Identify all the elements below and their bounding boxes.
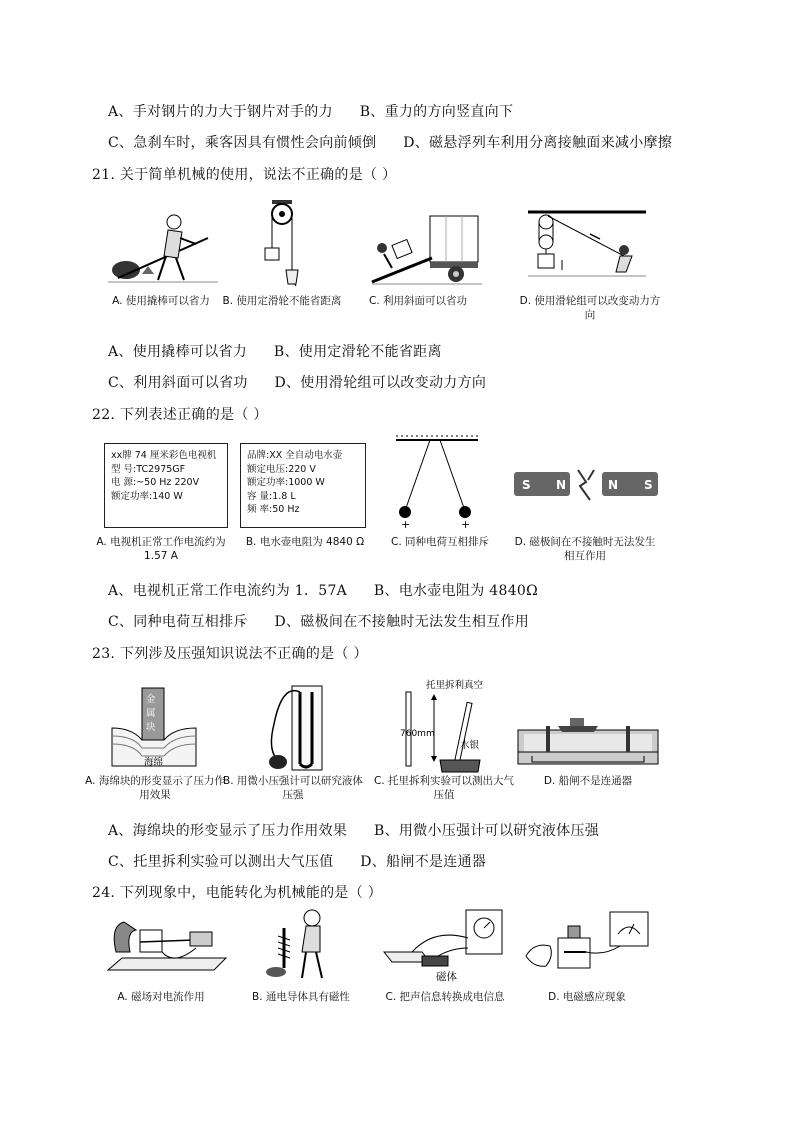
q22-caption-b: B. 电水壶电阻为 4840 Ω [245,536,365,548]
q22-option-a: A、电视机正常工作电流约为 1．57A [108,583,348,599]
q23-caption-d: D. 船闸不是连通器 [543,775,633,787]
height-label: 760mm [400,729,435,739]
q24-electromagnet-figure [262,908,342,982]
q24-caption-c: C. 把声信息转换成电信息 [385,991,505,1003]
block-label-3: 块 [146,722,156,733]
q22-option-b: B、电水壶电阻为 4840Ω [373,583,539,599]
q21-stem: 21. 关于简单机械的使用，说法不正确的是（ ） [92,167,397,183]
q23-sponge-figure [112,688,196,770]
kettle-plate-line: 频 率:50 Hz [247,504,300,515]
q23-caption-a: A. 海绵块的形变显示了压力作用效果 [85,775,225,801]
q22-option-c: C、同种电荷互相排斥 [108,614,248,630]
q20-option-c: C、急刹车时，乘客因具有惯性会向前倾倒 [108,135,377,151]
tv-plate-line: 型 号:TC2975GF [111,463,186,475]
q23-caption-c: C. 托里拆利实验可以测出大气压值 [373,775,514,801]
charge-sign-right: + [461,518,471,531]
q22-charges-figure [392,436,482,531]
magnet-label-n-right: N [608,478,619,492]
charge-sign-left: + [401,518,411,531]
q21-fixed-pulley-figure [252,200,312,292]
q22-options-row2 [108,611,529,631]
q23-option-d: D、船闸不是连通器 [360,854,487,870]
q22-stem: 22. 下列表述正确的是（ ） [92,407,268,423]
kettle-plate-line: 容 量:1.8 L [247,490,296,502]
q22-caption-c: C. 同种电荷互相排斥 [390,536,489,548]
kettle-plate-line: 额定功率:1000 W [247,477,325,488]
q20-option-d: D、磁悬浮列车利用分离接触面来减小摩擦 [403,135,673,151]
q20-options-row1 [108,101,513,121]
kettle-plate-line: 品牌:XX 全自动电水壶 [247,450,343,461]
magnet-label-s-left: S [522,478,531,492]
q23-stem: 23. 下列涉及压强知识说法不正确的是（ ） [92,646,368,662]
q24-force-on-current-figure [104,912,230,982]
q21-option-b: B、使用定滑轮不能省距离 [273,344,442,360]
q24-induction-figure [524,912,654,982]
q22-option-d: D、磁极间在不接触时无法发生相互作用 [274,614,530,630]
magnet-label-s-right: S [644,478,653,492]
q21-option-d: D、使用滑轮组可以改变动力方向 [274,375,487,391]
q21-caption-b: B. 使用定滑轮不能省距离 [222,295,342,307]
vacuum-label: 托里拆利真空 [426,680,484,691]
q24-caption-b: B. 通电导体具有磁性 [252,991,350,1003]
q22-options-row1 [108,580,538,600]
tv-plate-line: xx牌 74 厘米彩色电视机 [111,450,217,461]
q23-option-a: A、海绵块的形变显示了压力作用效果 [108,823,348,839]
q24-caption-d: D. 电磁感应现象 [548,991,626,1003]
q21-caption-d: D. 使用滑轮组可以改变动力方向 [519,295,661,321]
q21-lever-figure [108,208,218,288]
q23-torricelli-figure [400,676,500,776]
q23-option-b: B、用微小压强计可以研究液体压强 [373,823,600,839]
q23-option-c: C、托里拆利实验可以测出大气压值 [108,854,334,870]
mercury-label: 水银 [460,740,480,751]
q24-caption-a: A. 磁场对电流作用 [117,991,205,1003]
q23-options-row2 [108,851,486,871]
sponge-label: 海绵 [144,757,164,768]
q21-options-row1 [108,341,442,361]
q23-manometer-figure [262,684,326,774]
q22-kettle-nameplate [240,443,366,528]
q21-caption-c: C. 利用斜面可以省功 [368,295,467,307]
q21-caption-a: A. 使用撬棒可以省力 [112,295,210,307]
magnet-label-n-left: N [556,478,567,492]
q22-caption-a: A. 电视机正常工作电流约为 1.57 A [96,536,226,562]
q22-tv-nameplate [104,443,228,528]
q21-option-c: C、利用斜面可以省功 [108,375,248,391]
q21-options-row2 [108,372,486,392]
magnet-label: 磁体 [436,971,457,983]
block-label-1: 金 [146,694,156,705]
q22-magnets-figure [512,462,660,508]
q20-option-a: A、手对钢片的力大于钢片对手的力 [108,104,333,120]
q21-pulley-block-figure [528,210,648,286]
q24-microphone-figure [382,908,506,984]
block-label-2: 属 [146,708,156,719]
kettle-plate-line: 额定电压:220 V [247,463,316,475]
q22-caption-d: D. 磁极间在不接触时无法发生相互作用 [514,536,656,562]
q23-options-row1 [108,820,599,840]
q21-inclined-plane-figure [372,212,482,286]
q20-option-b: B、重力的方向竖直向下 [359,104,514,120]
q20-options-row2 [108,132,672,152]
q23-ship-lock-figure [518,712,658,764]
q21-option-a: A、使用撬棒可以省力 [108,344,248,360]
q23-caption-b: B. 用微小压强计可以研究液体压强 [223,775,363,801]
q24-stem: 24. 下列现象中，电能转化为机械能的是（ ） [92,885,383,901]
tv-plate-line: 电 源:~50 Hz 220V [111,477,200,488]
tv-plate-line: 额定功率:140 W [111,490,183,502]
